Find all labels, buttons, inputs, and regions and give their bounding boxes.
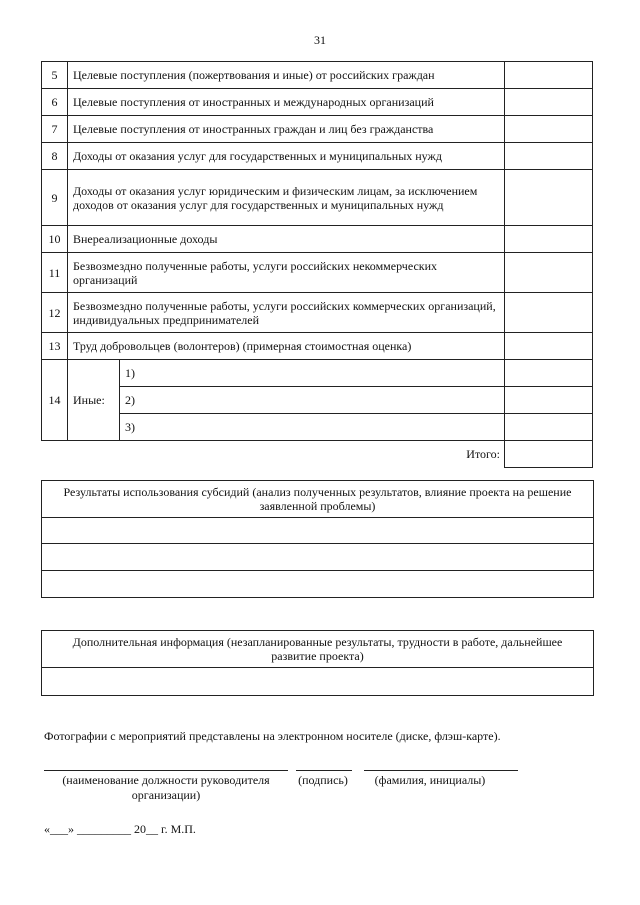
table-row [42,170,593,226]
row-label: Доходы от оказания услуг юридическим и физическим лицам, за исключением доходов от оказания услуг для государственных и муниципальных нужд [68,170,505,226]
additional-info-input-line[interactable] [42,668,593,696]
page-number: 31 [314,33,326,47]
row-number: 13 [42,333,68,360]
additional-info-title: Дополнительная информация (незапланированные результаты, трудности в работе, дальнейшее развитие проекта) [42,631,593,668]
table-row [42,333,593,360]
name-signature-line[interactable] [364,770,518,771]
table-row [42,226,593,253]
signature-line[interactable] [296,770,352,771]
signature-label: (подпись) [298,773,348,787]
results-section [41,480,594,598]
results-input-line[interactable] [42,544,593,571]
row-label: Труд добровольцев (волонтеров) (примерная стоимостная оценка) [68,333,505,360]
results-input-line[interactable] [42,571,593,598]
row-number: 7 [42,116,68,143]
value-cell[interactable] [505,89,593,116]
row-label: Иные: [68,360,120,441]
value-cell[interactable] [505,253,593,293]
results-input-line[interactable] [42,518,593,544]
table-row [42,253,593,293]
value-cell[interactable] [505,333,593,360]
value-cell[interactable] [505,293,593,333]
row-number: 12 [42,293,68,333]
table-row-other [42,360,593,387]
row-label: Целевые поступления от иностранных и международных организаций [68,89,505,116]
other-item[interactable]: 3) [120,414,505,441]
row-number: 9 [42,170,68,226]
date-stamp-line: «___» _________ 20__ г. М.П. [44,822,196,836]
row-label: Целевые поступления от иностранных граждан и лиц без гражданства [68,116,505,143]
row-number: 10 [42,226,68,253]
row-label: Безвозмездно полученные работы, услуги российских коммерческих организаций, индивидуальных предпринимателей [68,293,505,333]
other-item[interactable]: 1) [120,360,505,387]
position-signature-line[interactable] [44,770,288,771]
row-label: Целевые поступления (пожертвования и иные) от российских граждан [68,62,505,89]
name-label: (фамилия, инициалы) [374,773,486,787]
row-number: 11 [42,253,68,293]
table-row [42,62,593,89]
value-cell[interactable] [505,62,593,89]
position-label: (наименование должности руководителя организации) [62,773,270,802]
value-cell[interactable] [505,387,593,414]
row-label: Безвозмездно полученные работы, услуги российских некоммерческих организаций [68,253,505,293]
table-row [42,89,593,116]
total-value-cell[interactable] [505,441,593,468]
row-label: Доходы от оказания услуг для государственных и муниципальных нужд [68,143,505,170]
row-number: 5 [42,62,68,89]
results-title: Результаты использования субсидий (анализ полученных результатов, влияние проекта на решение заявленной проблемы) [42,481,593,518]
photos-note: Фотографии с мероприятий представлены на электронном носителе (диске, флэш-карте). [44,729,501,743]
row-number: 6 [42,89,68,116]
row-number: 14 [42,360,68,441]
other-item[interactable]: 2) [120,387,505,414]
total-label: Итого: [466,447,500,462]
table-row [42,143,593,170]
value-cell[interactable] [505,360,593,387]
value-cell[interactable] [505,414,593,441]
value-cell[interactable] [505,116,593,143]
total-row [42,441,593,468]
value-cell[interactable] [505,143,593,170]
value-cell[interactable] [505,170,593,226]
table-row-other [42,387,593,414]
value-cell[interactable] [505,226,593,253]
income-table [41,61,593,468]
row-label: Внереализационные доходы [68,226,505,253]
table-row [42,293,593,333]
table-row [42,116,593,143]
row-number: 8 [42,143,68,170]
additional-info-section [41,630,594,696]
table-row-other [42,414,593,441]
